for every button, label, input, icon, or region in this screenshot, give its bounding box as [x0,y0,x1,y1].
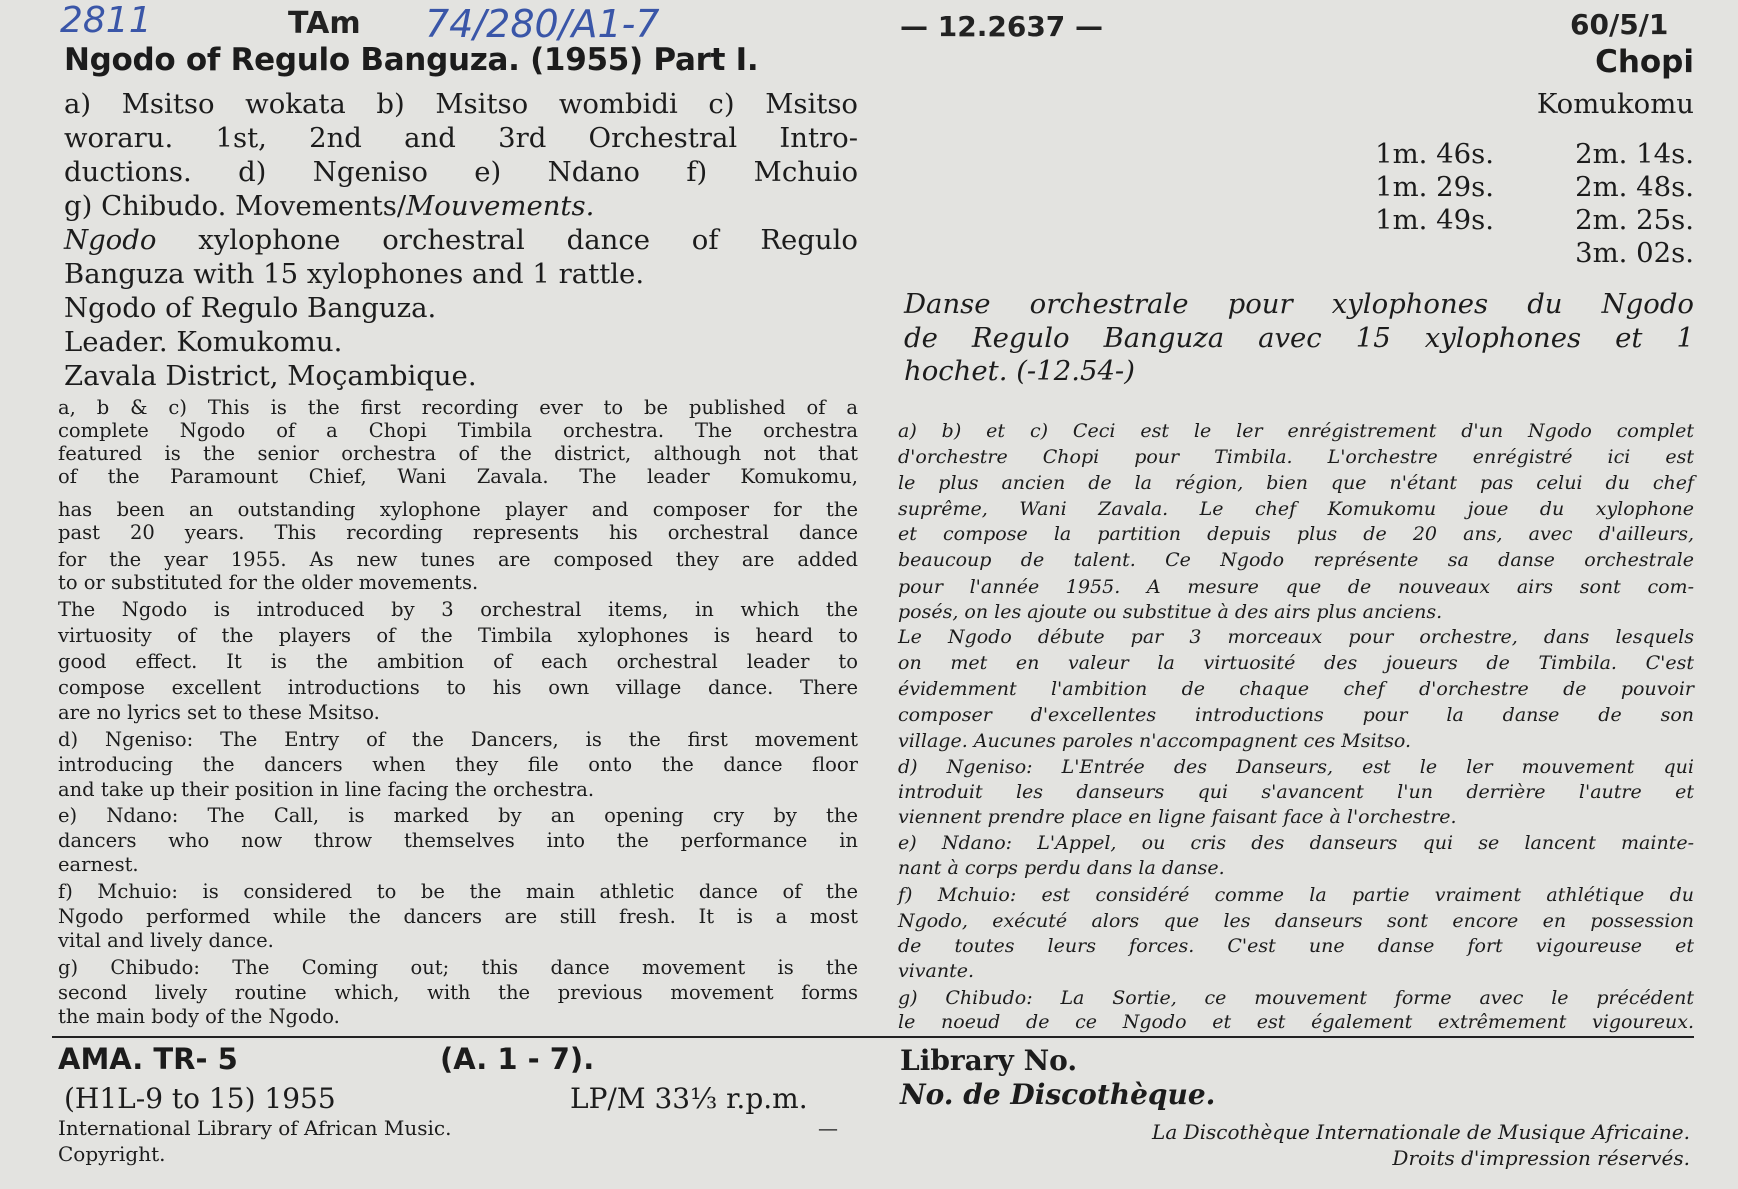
duration-cell: 2m. 48s. [1575,171,1694,203]
handwritten-reference: 74/280/A1-7 [425,2,660,46]
library-name-fr: La Discothèque Internationale de Musique Africaine. [1152,1120,1690,1144]
description-line-1 [64,224,858,257]
rights-fr: Droits d'impression réservés. [1392,1146,1690,1170]
note-line: has been an outstanding xylophone player and composer for the [58,498,858,521]
note-line: g) Chibudo: La Sortie, ce mouvement forme avec le précédent [898,987,1694,1009]
note-line: de toutes leurs forces. C'est une danse fort vigoureuse et [898,935,1694,957]
intro-line-3: ductions. d) Ngeniso e) Ndano f) Mchuio [64,156,858,188]
note-line: for the year 1955. As new tunes are composed they are added [58,548,858,571]
ama-code: AMA. TR- 5 [58,1042,238,1076]
note-line: e) Ndano: L'Appel, ou cris des danseurs qui se lancent mainte- [898,832,1694,854]
intro-line-1: a) Msitso wokata b) Msitso wombidi c) Msitso [64,88,858,120]
note-line: d'orchestre Chopi pour Timbila. L'orchestre enrégistré ici est [898,446,1694,468]
french-description-line-2: de Regulo Banguza avec 15 xylophones et 1 [904,322,1694,354]
note-line: are no lyrics set to these Msitso. [58,701,380,724]
note-line: d) Ngeniso: L'Entrée des Danseurs, est le ler mouvement qui [898,756,1694,778]
note-line: village. Aucunes paroles n'accompagnent ces Msitso. [898,730,1412,752]
footer-dash: — [818,1116,838,1140]
note-line: e) Ndano: The Call, is marked by an opening cry by the [58,804,858,827]
note-line: pour l'année 1955. A mesure que de nouveaux airs sont com- [898,576,1694,598]
note-line: and take up their position in line facing the orchestra. [58,778,595,801]
note-line: f) Mchuio: is considered to be the main athletic dance of the [58,880,858,903]
copyright: Copyright. [58,1142,166,1166]
duration-cell: 1m. 49s. [1375,204,1494,236]
duration-cell: 1m. 46s. [1375,138,1494,170]
note-line: earnest. [58,853,139,876]
leader-line: Leader. Komukomu. [64,326,343,358]
stamp-tam: TAm [288,6,361,41]
movements-line [64,190,594,223]
note-line: Ngodo, exécuté alors que les danseurs sont encore en possession [898,910,1694,932]
format-line: LP/M 33⅓ r.p.m. [570,1082,808,1115]
note-line: introduit les danseurs qui s'avancent l'un derrière l'autre et [898,781,1694,803]
note-line: introducing the dancers when they file onto the dance floor [58,753,858,776]
catalog-line: (H1L-9 to 15) 1955 [64,1082,336,1115]
note-line: the main body of the Ngodo. [58,1005,340,1028]
record-title: Ngodo of Regulo Banguza. (1955) Part I. [64,42,759,78]
note-line: compose excellent introductions to his own village dance. There [58,676,858,699]
note-line: featured is the senior orchestra of the district, although not that [58,442,858,465]
orchestra-name: Ngodo of Regulo Banguza. [64,292,437,324]
leader-name: Komukomu [1536,88,1694,120]
note-line: dancers who now throw themselves into the performance in [58,829,858,852]
tribe-name: Chopi [1595,44,1694,80]
movements-prefix: g) Chibudo. Movements/ [64,190,407,222]
handwritten-number: 2811 [60,0,152,41]
note-line: composer d'excellentes introductions pour la danse de son [898,704,1694,726]
note-line: Le Ngodo débute par 3 morceaux pour orchestre, dans lesquels [898,626,1694,648]
description-ngodo: Ngodo [64,224,157,256]
note-line: beaucoup de talent. Ce Ngodo représente sa danse orchestrale [898,549,1694,571]
note-line: virtuosity of the players of the Timbila xylophones is heard to [58,624,858,647]
note-line: nant à corps perdu dans la danse. [898,857,1225,879]
note-line: g) Chibudo: The Coming out; this dance movement is the [58,956,858,979]
note-line: a, b & c) This is the first recording ever to be published of a [58,396,858,419]
intro-line-2: woraru. 1st, 2nd and 3rd Orchestral Intro- [64,122,858,154]
note-line: a) b) et c) Ceci est le ler enrégistrement d'un Ngodo complet [898,420,1694,442]
library-name-en: International Library of African Music. [58,1116,452,1140]
duration-cell: 2m. 25s. [1575,204,1694,236]
track-range: (A. 1 - 7). [440,1042,595,1076]
french-description-line-3: hochet. (-12.54-) [904,355,1135,387]
handwritten-code: 60/5/1 [1570,8,1669,41]
note-line: Ngodo performed while the dancers are still fresh. It is a most [58,905,858,928]
duration-cell: 3m. 02s. [1575,237,1694,269]
note-line: vital and lively dance. [58,929,274,952]
note-line: d) Ngeniso: The Entry of the Dancers, is the first movement [58,728,858,751]
note-line: The Ngodo is introduced by 3 orchestral items, in which the [58,598,858,621]
note-line: le plus ancien de la région, bien que n'étant pas celui du chef [898,472,1694,494]
note-line: et compose la partition depuis plus de 20 ans, avec d'ailleurs, [898,523,1694,545]
note-line: to or substituted for the older movements. [58,571,479,594]
description-line-2: Banguza with 15 xylophones and 1 rattle. [64,258,645,290]
note-line: viennent prendre place en ligne faisant face à l'orchestre. [898,806,1457,828]
duration-cell: 1m. 29s. [1375,171,1494,203]
location-line: Zavala District, Moçambique. [64,360,477,392]
french-description-line-1: Danse orchestrale pour xylophones du Ngodo [904,288,1694,320]
description-rest: xylophone orchestral dance of Regulo [156,224,858,256]
note-line: vivante. [898,960,975,982]
note-line: le noeud de ce Ngodo et est également extrêmement vigoureux. [898,1011,1694,1033]
movements-french: Mouvements. [406,190,595,222]
note-line: complete Ngodo of a Chopi Timbila orchestra. The orchestra [58,419,858,442]
note-line: past 20 years. This recording represents his orchestral dance [58,521,858,544]
library-no-label-fr: No. de Discothèque. [900,1078,1216,1111]
note-line: of the Paramount Chief, Wani Zavala. The leader Komukomu, [58,465,858,488]
note-line: good effect. It is the ambition of each orchestral leader to [58,650,858,673]
note-line: évidemment l'ambition de chaque chef d'orchestre de pouvoir [898,678,1694,700]
catalog-number: — 12.2637 — [900,10,1104,43]
library-no-label: Library No. [900,1044,1078,1077]
divider-rule [52,1036,1694,1038]
note-line: suprême, Wani Zavala. Le chef Komukomu joue du xylophone [898,498,1694,520]
note-line: on met en valeur la virtuosité des joueurs de Timbila. C'est [898,652,1694,674]
note-line: second lively routine which, with the previous movement forms [58,981,858,1004]
duration-cell: 2m. 14s. [1575,138,1694,170]
note-line: f) Mchuio: est considéré comme la partie vraiment athlétique du [898,884,1694,906]
note-line: posés, on les ajoute ou substitue à des airs plus anciens. [898,601,1443,623]
